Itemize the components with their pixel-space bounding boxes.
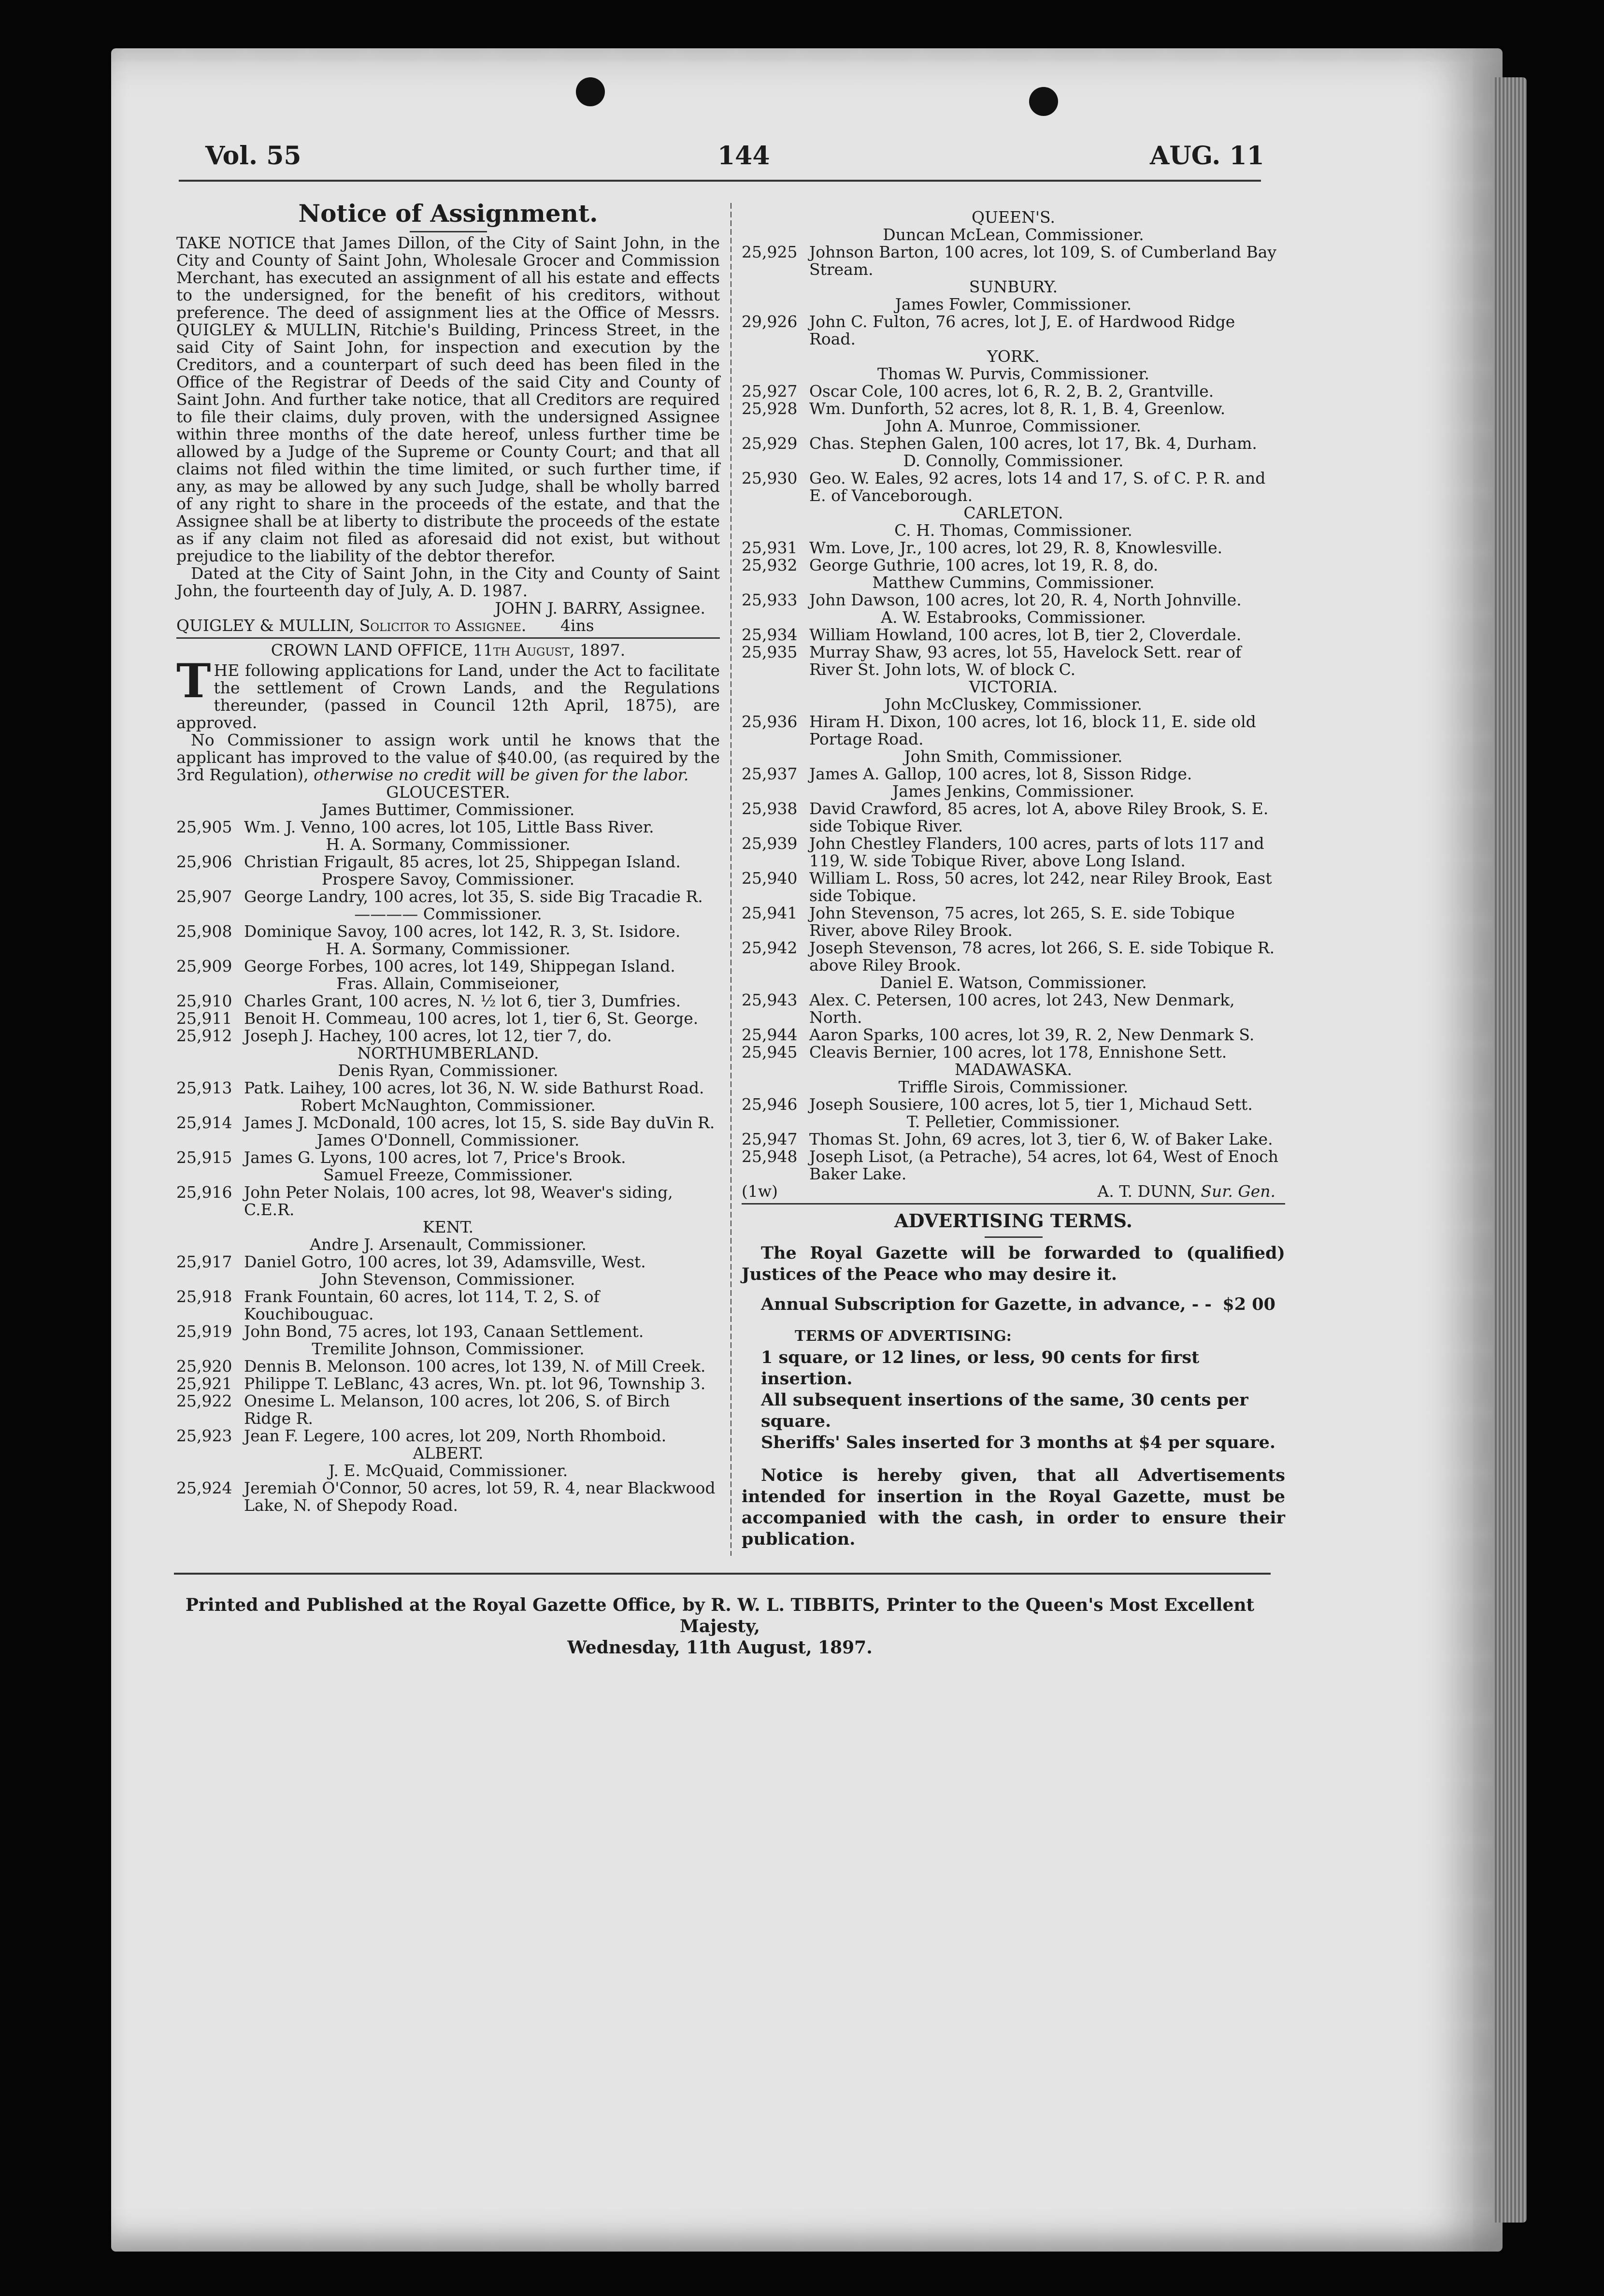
county-heading: QUEEN'S. (972, 208, 1055, 227)
application-details: Oscar Cole, 100 acres, lot 6, R. 2, B. 2, Grantville. (809, 382, 1214, 401)
land-grant-entry (176, 1323, 720, 1340)
application-details: Cleavis Bernier, 100 acres, lot 178, Ennishone Sett. (809, 1043, 1227, 1062)
application-number: 25,946 (742, 1095, 798, 1114)
imprint-line-1: Printed and Published at the Royal Gazette Office, by R. W. L. TIBBITS, Printer to the Queen's Most Excellent Majesty, (185, 1595, 1255, 1636)
application-number: 25,906 (176, 852, 232, 871)
land-grant-entry (742, 713, 1285, 748)
commissioner-line: Samuel Freeze, Commissioner. (323, 1165, 573, 1184)
section-rule (742, 1203, 1285, 1205)
subscription-line (742, 1294, 1285, 1315)
land-grant-entry (742, 591, 1285, 609)
application-number: 25,933 (742, 590, 798, 609)
assignee-signature: JOHN J. BARRY, Assignee. (495, 599, 705, 617)
left-column (176, 198, 720, 1514)
signoff-right (1098, 1183, 1275, 1200)
application-details: Thomas St. John, 69 acres, lot 3, tier 6, W. of Baker Lake. (809, 1130, 1273, 1148)
application-details: Geo. W. Eales, 92 acres, lots 14 and 17, S. of C. P. R. and E. of Vanceborough. (809, 469, 1266, 505)
land-grant-entry (742, 939, 1285, 974)
commissioner-line: James Fowler, Commissioner. (895, 295, 1132, 314)
application-details: Charles Grant, 100 acres, N. ½ lot 6, tier 3, Dumfries. (244, 991, 681, 1010)
commissioner-line: Matthew Cummins, Commissioner. (872, 573, 1155, 592)
surveyor-title: Sur. Gen. (1201, 1182, 1275, 1201)
application-details: Murray Shaw, 93 acres, lot 55, Havelock Sett. rear of River St. John lots, W. of block C. (809, 643, 1242, 679)
footer-rule (174, 1573, 1271, 1575)
commissioner-line: John Smith, Commissioner. (904, 747, 1123, 766)
application-details: David Crawford, 85 acres, lot A, above Riley Brook, S. E. side Tobique River. (809, 799, 1269, 835)
county-heading: GLOUCESTER. (386, 783, 510, 802)
application-details: John Bond, 75 acres, lot 193, Canaan Settlement. (244, 1322, 644, 1341)
application-number: 25,920 (176, 1357, 232, 1376)
application-number: 25,918 (176, 1287, 232, 1306)
application-number: 25,910 (176, 991, 232, 1010)
application-number: 25,919 (176, 1322, 232, 1341)
application-details: Joseph Stevenson, 78 acres, lot 266, S. E. side Tobique R. above Riley Brook. (809, 938, 1275, 975)
application-details: Johnson Barton, 100 acres, lot 109, S. of Cumberland Bay Stream. (809, 243, 1277, 279)
commissioner-line: T. Pelletier, Commissioner. (906, 1112, 1120, 1131)
subscription-label: Annual Subscription for Gazette, in advance, - - (761, 1294, 1212, 1314)
land-grant-entry (742, 991, 1285, 1026)
application-details: Wm. Love, Jr., 100 acres, lot 29, R. 8, Knowlesville. (809, 538, 1223, 557)
crown-note (176, 732, 720, 784)
commissioner-line: Thomas W. Purvis, Commissioner. (877, 364, 1149, 383)
application-details: John Stevenson, 75 acres, lot 265, S. E. side Tobique River, above Riley Brook. (809, 904, 1235, 940)
application-details: William L. Ross, 50 acres, lot 242, near Riley Brook, East side Tobique. (809, 869, 1272, 905)
application-number: 25,907 (176, 887, 232, 906)
crown-intro (176, 654, 720, 732)
application-number: 29,926 (742, 312, 798, 331)
application-details: Christian Frigault, 85 acres, lot 25, Shippegan Island. (244, 852, 681, 871)
land-grant-entry (176, 853, 720, 871)
land-grant-entry (742, 557, 1285, 574)
application-details: James A. Gallop, 100 acres, lot 8, Sisson Ridge. (809, 764, 1192, 783)
solicitor-line (176, 617, 720, 634)
land-grant-entry (176, 958, 720, 975)
application-details: Patk. Laihey, 100 acres, lot 36, N. W. side Bathurst Road. (244, 1078, 704, 1097)
commissioner-line: Robert McNaughton, Commissioner. (301, 1096, 596, 1115)
advertising-title: ADVERTISING TERMS. (894, 1210, 1133, 1232)
commissioner-line: Tremilite Johnson, Commissioner. (312, 1339, 585, 1358)
application-number: 25,936 (742, 712, 798, 731)
application-details: Frank Fountain, 60 acres, lot 114, T. 2, S. of Kouchibouguac. (244, 1287, 600, 1323)
title-rule (410, 231, 487, 232)
application-number: 25,917 (176, 1252, 232, 1271)
header-rule (179, 180, 1261, 182)
commissioner-line: D. Connolly, Commissioner. (903, 451, 1124, 470)
land-grant-entry (742, 1096, 1285, 1113)
land-grant-entry (176, 1253, 720, 1271)
application-number: 25,905 (176, 818, 232, 836)
land-grant-entry (742, 400, 1285, 417)
application-details: John Dawson, 100 acres, lot 20, R. 4, North Johnville. (809, 590, 1242, 609)
commissioner-line: Triffle Sirois, Commissioner. (898, 1077, 1129, 1096)
county-heading: YORK. (987, 347, 1040, 366)
land-grant-entry (176, 1288, 720, 1323)
application-number: 25,940 (742, 869, 798, 888)
terms-line: Sheriffs' Sales inserted for 3 months at $4 per square. (761, 1433, 1276, 1452)
county-heading: CARLETON. (963, 503, 1063, 522)
application-number: 25,921 (176, 1374, 232, 1393)
application-number: 25,925 (742, 243, 798, 261)
advertising-intro: The Royal Gazette will be forwarded to (qualified) Justices of the Peace who may desire it. (742, 1243, 1285, 1284)
application-number: 25,939 (742, 834, 798, 853)
assignment-body: TAKE NOTICE that James Dillon, of the City of Saint John, in the City and County of Saint John, Wholesale Grocer and Commission Merchant, has executed an assignment of all his estate and effects to the undersigned, for the benefit of his creditors, without preference. The deed of assignment lies at the Office of Messrs. QUIGLEY & MULLIN, Ritchie's Building, Princess Street, in the said City of Saint John, for inspection and execution by the Creditors, and a counterpart of such deed has been filed in the Office of the Registrar of Deeds of the said City and County of Saint John. And further take notice, that all Creditors are required to file their claims, duly proven, with the undersigned Assignee within three months of the date hereof, unless further time be allowed by a Judge of the Supreme or County Court; and that all claims not filed within the time limited, or such further time, if any, as may be allowed by any such Judge, shall be wholly barred of any right to share in the proceeds of the estate, and that the Assignee shall be at liberty to distribute the proceeds of the estate as if any claim not filed as aforesaid did not exist, but without prejudice to the liability of the debtor therefor. (176, 233, 720, 565)
binding-hole (1029, 87, 1058, 116)
commissioner-line: H. A. Sormany, Commissioner. (326, 939, 571, 958)
county-heading: KENT. (422, 1218, 474, 1236)
surveyor-name: A. T. DUNN, (1097, 1182, 1196, 1201)
column-divider (730, 203, 731, 1556)
commissioner-line: James O'Donnell, Commissioner. (316, 1131, 580, 1149)
land-grant-entry (742, 626, 1285, 644)
issue-date: AUG. 11 (1150, 141, 1264, 171)
commissioner-line: John A. Munroe, Commissioner. (885, 416, 1142, 435)
commissioner-line: ———— Commissioner. (354, 904, 542, 923)
application-number: 25,913 (176, 1078, 232, 1097)
application-number: 25,932 (742, 556, 798, 574)
commissioner-line: Duncan McLean, Commissioner. (883, 225, 1144, 244)
application-details: James G. Lyons, 100 acres, lot 7, Price's Brook. (244, 1148, 626, 1167)
application-details: John C. Fulton, 76 acres, lot J, E. of Hardwood Ridge Road. (809, 312, 1235, 348)
advertising-notice: Notice is hereby given, that all Advertisements intended for insertion in the Royal Gazette, must be accompanied with the cash, in order to ensure their publication. (742, 1465, 1285, 1549)
imprint-footer (174, 1594, 1266, 1658)
land-grant-entry (742, 470, 1285, 504)
commissioner-line: C. H. Thomas, Commissioner. (894, 521, 1132, 540)
title-rule (985, 1236, 1043, 1238)
commissioner-line: John McCluskey, Commissioner. (884, 695, 1143, 714)
solicitor-name: QUIGLEY & MULLIN, Solicitor to Assignee. (176, 616, 527, 635)
land-grant-entry (742, 765, 1285, 783)
terms-line: 1 square, or 12 lines, or less, 90 cents for first insertion. (761, 1348, 1200, 1389)
assignment-title: Notice of Assignment. (298, 199, 598, 228)
section-rule (176, 637, 720, 639)
application-number: 25,945 (742, 1043, 798, 1062)
assignment-dated: Dated at the City of Saint John, in the City and County of Saint John, the fourteenth day of July, A. D. 1987. (176, 564, 720, 600)
commissioner-line: Andre J. Arsenault, Commissioner. (310, 1235, 587, 1254)
land-grant-entry (176, 1027, 720, 1045)
page-number: 144 (717, 141, 770, 171)
application-details: Jeremiah O'Connor, 50 acres, lot 59, R. 4, near Blackwood Lake, N. of Shepody Road. (244, 1478, 716, 1515)
left-land-sections (176, 784, 720, 1514)
application-number: 25,938 (742, 799, 798, 818)
land-grant-entry (176, 1427, 720, 1445)
application-number: 25,909 (176, 957, 232, 976)
land-grant-entry (742, 539, 1285, 557)
application-number: 25,930 (742, 469, 798, 488)
application-number: 25,931 (742, 538, 798, 557)
land-grant-entry (742, 244, 1285, 278)
land-grant-entry (742, 870, 1285, 904)
land-grant-entry (742, 435, 1285, 452)
commissioner-line: James Jenkins, Commissioner. (892, 782, 1134, 801)
land-grant-entry (742, 313, 1285, 348)
application-number: 25,941 (742, 904, 798, 922)
terms-heading: TERMS OF ADVERTISING: (795, 1328, 1012, 1345)
land-grant-entry (176, 1358, 720, 1375)
application-details: Joseph Sousiere, 100 acres, lot 5, tier 1, Michaud Sett. (809, 1095, 1253, 1114)
application-number: 25,937 (742, 764, 798, 783)
application-details: Hiram H. Dixon, 100 acres, lot 16, block 11, E. side old Portage Road. (809, 712, 1256, 748)
commissioner-line: Fras. Allain, Commiseioner, (336, 974, 560, 993)
commissioner-line: J. E. McQuaid, Commissioner. (328, 1461, 568, 1480)
land-grant-entry (176, 1149, 720, 1166)
land-grant-entry (742, 1148, 1285, 1183)
application-details: William Howland, 100 acres, lot B, tier 2, Cloverdale. (809, 625, 1242, 644)
application-details: Philippe T. LeBlanc, 43 acres, Wn. pt. lot 96, Township 3. (244, 1374, 706, 1393)
imprint-line-2: Wednesday, 11th August, 1897. (567, 1637, 873, 1658)
land-grant-entry (176, 818, 720, 836)
application-details: James J. McDonald, 100 acres, lot 15, S. side Bay duVin R. (244, 1113, 715, 1132)
application-details: George Landry, 100 acres, lot 35, S. side Big Tracadie R. (244, 887, 703, 906)
application-details: Aaron Sparks, 100 acres, lot 39, R. 2, New Denmark S. (809, 1025, 1255, 1044)
land-grant-entry (176, 923, 720, 940)
crown-land-office-line: CROWN LAND OFFICE, 11th August, 1897. (271, 641, 626, 660)
application-details: George Guthrie, 100 acres, lot 19, R. 8, do. (809, 556, 1159, 574)
crown-intro-text: HE following applications for Land, under the Act to facilitate the settlement of Crown Lands, and the Regulations thereunder, (passed in Council 12th April, 1875), are approved. (176, 661, 720, 732)
application-details: Onesime L. Melanson, 100 acres, lot 206, S. of Birch Ridge R. (244, 1392, 670, 1428)
application-number: 25,928 (742, 399, 798, 418)
application-details: John Chestley Flanders, 100 acres, parts of lots 117 and 119, W. side Tobique River, above Long Island. (809, 834, 1264, 870)
application-number: 25,935 (742, 643, 798, 661)
application-number: 25,942 (742, 938, 798, 957)
application-details: Alex. C. Petersen, 100 acres, lot 243, New Denmark, North. (809, 990, 1235, 1027)
application-number: 25,911 (176, 1009, 232, 1028)
page-edge (1493, 77, 1527, 2223)
application-number: 25,922 (176, 1392, 232, 1410)
county-heading: NORTHUMBERLAND. (357, 1044, 539, 1062)
application-number: 25,912 (176, 1026, 232, 1045)
right-column (742, 209, 1285, 1550)
application-details: Wm. J. Venno, 100 acres, lot 105, Little Bass River. (244, 818, 654, 836)
county-heading: MADAWASKA. (955, 1060, 1072, 1079)
commissioner-line: James Buttimer, Commissioner. (321, 800, 575, 819)
application-details: Dennis B. Melonson. 100 acres, lot 139, N. of Mill Creek. (244, 1357, 706, 1376)
land-grant-entry (742, 1131, 1285, 1148)
land-grant-entry (742, 383, 1285, 400)
application-details: Daniel Gotro, 100 acres, lot 39, Adamsville, West. (244, 1252, 646, 1271)
signoff-left: (1w) (742, 1182, 778, 1201)
land-grant-entry (176, 1079, 720, 1097)
binding-hole (576, 77, 605, 106)
application-number: 25,927 (742, 382, 798, 401)
application-number: 25,944 (742, 1025, 798, 1044)
crown-note-main: No Commissioner to assign work until he knows that the applicant has improved to the value of $40.00, (as required by the 3rd Regulation), (176, 731, 720, 784)
commissioner-line: Prospere Savoy, Commissioner. (321, 870, 575, 889)
land-grant-entry (176, 1479, 720, 1514)
signoff-line (742, 1183, 1285, 1200)
application-number: 25,924 (176, 1478, 232, 1497)
application-number: 25,916 (176, 1183, 232, 1202)
county-heading: ALBERT. (413, 1444, 484, 1463)
right-land-sections (742, 209, 1285, 1183)
crown-note-italic: otherwise no credit will be given for the labor. (314, 765, 689, 784)
land-grant-entry (742, 835, 1285, 870)
commissioner-line: Denis Ryan, Commissioner. (338, 1061, 559, 1080)
application-details: Wm. Dunforth, 52 acres, lot 8, R. 1, B. 4, Greenlow. (809, 399, 1226, 418)
application-number: 25,948 (742, 1147, 798, 1166)
application-number: 25,934 (742, 625, 798, 644)
application-details: Dominique Savoy, 100 acres, lot 142, R. 3, St. Isidore. (244, 922, 681, 941)
application-details: Joseph J. Hachey, 100 acres, lot 12, tier 7, do. (244, 1026, 612, 1045)
application-details: Joseph Lisot, (a Petrache), 54 acres, lot 64, West of Enoch Baker Lake. (809, 1147, 1279, 1183)
land-grant-entry (176, 1184, 720, 1219)
county-heading: SUNBURY. (969, 277, 1058, 296)
application-details: George Forbes, 100 acres, lot 149, Shippegan Island. (244, 957, 675, 976)
application-number: 25,929 (742, 434, 798, 453)
land-grant-entry (742, 1044, 1285, 1061)
land-grant-entry (176, 1010, 720, 1027)
land-grant-entry (742, 644, 1285, 678)
application-details: Jean F. Legere, 100 acres, lot 209, North Rhomboid. (244, 1426, 667, 1445)
application-details: Benoit H. Commeau, 100 acres, lot 1, tier 6, St. George. (244, 1009, 699, 1028)
terms-line: All subsequent insertions of the same, 30 cents per square. (761, 1390, 1248, 1431)
application-number: 25,947 (742, 1130, 798, 1148)
application-number: 25,915 (176, 1148, 232, 1167)
land-grant-entry (176, 1375, 720, 1392)
land-grant-entry (176, 992, 720, 1010)
subscription-price: $2 00 (1222, 1294, 1275, 1314)
land-grant-entry (176, 888, 720, 905)
county-heading: VICTORIA. (969, 677, 1058, 696)
drop-cap: T (176, 654, 211, 708)
commissioner-line: Daniel E. Watson, Commissioner. (880, 973, 1147, 992)
land-grant-entry (742, 800, 1285, 835)
insertion-mark: 4ins (560, 616, 594, 635)
application-number: 25,908 (176, 922, 232, 941)
application-number: 25,943 (742, 990, 798, 1009)
commissioner-line: John Stevenson, Commissioner. (321, 1270, 575, 1289)
land-grant-entry (742, 904, 1285, 939)
application-number: 25,914 (176, 1113, 232, 1132)
land-grant-entry (176, 1114, 720, 1132)
land-grant-entry (176, 1392, 720, 1427)
commissioner-line: H. A. Sormany, Commissioner. (326, 835, 571, 854)
land-grant-entry (742, 1026, 1285, 1044)
application-details: Chas. Stephen Galen, 100 acres, lot 17, Bk. 4, Durham. (809, 434, 1257, 453)
commissioner-line: A. W. Estabrooks, Commissioner. (881, 608, 1146, 627)
volume-label: Vol. 55 (205, 141, 301, 171)
application-details: John Peter Nolais, 100 acres, lot 98, Weaver's siding, C.E.R. (244, 1183, 673, 1219)
application-number: 25,923 (176, 1426, 232, 1445)
